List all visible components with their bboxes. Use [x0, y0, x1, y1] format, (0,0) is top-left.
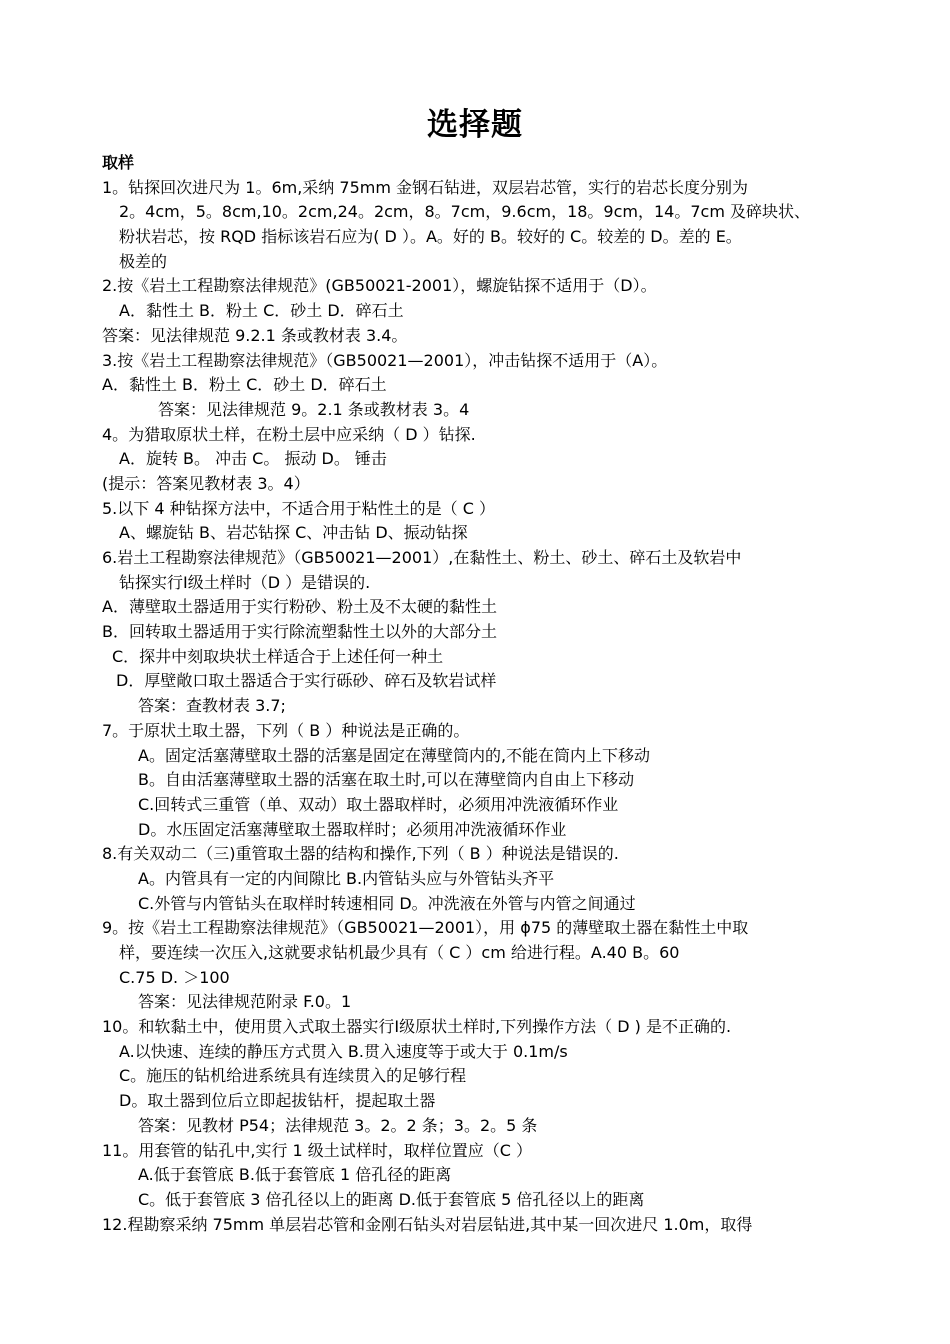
- q11-stem: 11。用套管的钻孔中,实行 1 级土试样时，取样位置应（C ）: [102, 1140, 533, 1160]
- q11-options-1: A.低于套管底 B.低于套管底 1 倍孔径的距离: [138, 1165, 452, 1185]
- q6-stem-1: 6.岩土工程勘察法律规范》（GB50021—2001）,在黏性土、粉土、砂土、碎石土及软岩中: [102, 548, 742, 567]
- q2-answer: 答案：见法律规范 9.2.1 条或教材表 3.4。: [102, 325, 408, 345]
- q10-options-1: A.以快速、连续的静压方式贯入 B.贯入速度等于或大于 0.1m/s: [119, 1041, 568, 1061]
- q3-options: A．黏性土 B．粉土 C．砂土 D．碎石土: [102, 375, 387, 395]
- q7-stem: 7。于原状土取土器，下列（ B ）种说法是正确的。: [102, 720, 470, 740]
- q10-answer: 答案：见教材 P54；法律规范 3。2。2 条；3。2。5 条: [138, 1115, 538, 1135]
- q9-stem-1: 9。按《岩土工程勘察法律规范》（GB50021—2001），用 ϕ75 的薄壁取土器在黏性土中取: [102, 918, 749, 938]
- q4-stem: 4。为猎取原状土样，在粉土层中应采纳（ D ）钻探.: [102, 424, 476, 444]
- section-heading: 取样: [102, 153, 135, 172]
- q10-option-c: C。施压的钻机给进系统具有连续贯入的足够行程: [119, 1066, 467, 1086]
- q3-stem: 3.按《岩土工程勘察法律规范》（GB50021—2001），冲击钻探不适用于（A）。: [102, 350, 668, 370]
- q6-option-c: C．探井中刻取块状土样适合于上述任何一种土: [112, 646, 444, 666]
- q6-option-a: A．薄壁取土器适用于实行粉砂、粉土及不太硬的黏性土: [102, 597, 497, 617]
- q6-answer: 答案：查教材表 3.7;: [138, 696, 286, 716]
- q12-stem: 12.程勘察采纳 75mm 单层岩芯管和金刚石钻头对岩层钻进,其中某一回次进尺 1.0m，取得: [102, 1214, 753, 1234]
- q1-line-4: 极差的: [119, 251, 168, 271]
- q9-answer: 答案：见法律规范附录 F.0。1: [138, 992, 352, 1012]
- q8-options-1: A。内管具有一定的内间隙比 B.内管钻头应与外管钻头齐平: [138, 868, 555, 888]
- q6-option-d: D．厚壁敞口取土器适合于实行砾砂、碎石及软岩试样: [116, 671, 497, 691]
- q4-hint: (提示：答案见教材表 3。4）: [102, 473, 310, 493]
- question-list: [102, 151, 862, 1237]
- q7-option-d: D。水压固定活塞薄壁取土器取样时；必须用冲洗液循环作业: [138, 819, 567, 839]
- q3-answer: 答案：见法律规范 9。2.1 条或教材表 3。4: [158, 399, 470, 419]
- q11-options-2: C。低于套管底 3 倍孔径以上的距离 D.低于套管底 5 倍孔径以上的距离: [138, 1189, 645, 1209]
- q8-options-2: C.外管与内管钻头在取样时转速相同 D。冲洗液在外管与内管之间通过: [138, 893, 636, 913]
- q1-line-2: 2。4cm，5。8cm,10。2cm,24。2cm，8。7cm，9.6cm，18。9cm，14。7cm 及碎块状、: [119, 202, 811, 222]
- q7-option-c: C.回转式三重管（单、双动）取土器取样时，必须用冲洗液循环作业: [138, 794, 619, 814]
- q6-stem-2: 钻探实行Ⅰ级土样时（D ）是错误的.: [119, 572, 371, 592]
- q2-stem: 2.按《岩土工程勘察法律规范》(GB50021-2001），螺旋钻探不适用于（D）。: [102, 276, 657, 296]
- q9-options: C.75 D. ＞100: [119, 967, 230, 987]
- q10-option-d: D。取土器到位后立即起拔钻杆，提起取土器: [119, 1091, 436, 1111]
- q1-line-3: 粉状岩芯，按 RQD 指标该岩石应为( D ）。A。好的 B。较好的 C。较差的 D。差的 E。: [119, 227, 742, 247]
- q7-option-b: B。自由活塞薄壁取土器的活塞在取土时,可以在薄壁筒内自由上下移动: [138, 770, 635, 790]
- q7-option-a: A。固定活塞薄壁取土器的活塞是固定在薄壁筒内的,不能在筒内上下移动: [138, 745, 651, 765]
- q4-options: A．旋转 B。 冲击 C。 振动 D。 锤击: [119, 449, 387, 469]
- q6-option-b: B．回转取土器适用于实行除流塑黏性土以外的大部分土: [102, 622, 497, 642]
- q8-stem: 8.有关双动二（三)重管取土器的结构和操作,下列（ B ）种说法是错误的.: [102, 844, 619, 864]
- q5-stem: 5.以下 4 种钻探方法中，不适合用于粘性土的是（ C ）: [102, 498, 495, 518]
- page-title: 选择题: [427, 107, 523, 143]
- q2-options: A．黏性土 B．粉土 C．砂土 D．碎石土: [119, 301, 404, 321]
- q9-stem-2: 样，要连续一次压入,这就要求钻机最少具有（ C ）cm 给进行程。A.40 B。60: [119, 943, 680, 962]
- q10-stem: 10。和软黏土中，使用贯入式取土器实行Ⅰ级原状土样时,下列操作方法（ D ) 是不正确的.: [102, 1017, 732, 1037]
- q5-options: A、螺旋钻 B、岩芯钻探 C、冲击钻 D、振动钻探: [119, 523, 468, 543]
- q1-line-1: 1。钻探回次进尺为 1。6m,采纳 75mm 金钢石钻进，双层岩芯管，实行的岩芯长度分别为: [102, 177, 749, 197]
